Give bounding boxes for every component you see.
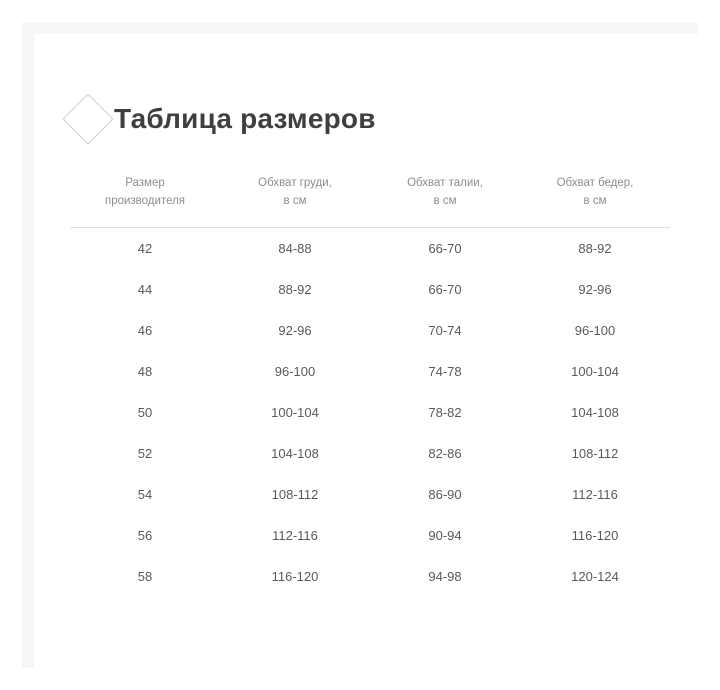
cell-size: 58 — [137, 568, 153, 584]
cell-size: 50 — [137, 404, 153, 420]
cell-size: 48 — [137, 363, 153, 379]
table-row — [70, 433, 670, 474]
header-line: в см — [283, 194, 307, 207]
header-line: производителя — [104, 194, 186, 207]
cell-waist: 78-82 — [428, 404, 462, 420]
cell-size: 42 — [137, 240, 153, 256]
header-line: в см — [433, 194, 457, 207]
cell-hips: 120-124 — [571, 568, 619, 584]
cell-chest: 88-92 — [278, 281, 312, 297]
cell-waist: 86-90 — [428, 486, 462, 502]
cell-size: 44 — [137, 281, 153, 297]
cell-chest: 108-112 — [271, 486, 319, 502]
cell-hips: 100-104 — [571, 363, 619, 379]
cell-hips: 112-116 — [572, 486, 618, 502]
cell-size: 52 — [137, 445, 153, 461]
header-line: Размер — [125, 177, 165, 189]
page-title: Таблица размеров — [114, 103, 376, 134]
cell-hips: 104-108 — [571, 404, 619, 420]
cell-waist: 90-94 — [428, 527, 462, 543]
title-row — [70, 89, 376, 149]
table-body — [70, 227, 670, 597]
cell-chest: 96-100 — [274, 363, 316, 379]
cell-waist: 82-86 — [428, 445, 462, 461]
cell-chest: 112-116 — [272, 527, 318, 543]
table-row — [70, 269, 670, 310]
cell-hips: 96-100 — [574, 322, 616, 338]
header-line: Обхват бедер, — [556, 177, 634, 189]
column-header-waist — [370, 169, 520, 227]
table-row — [70, 351, 670, 392]
table-row — [70, 392, 670, 433]
content-card — [34, 34, 706, 690]
cell-hips: 92-96 — [578, 281, 612, 297]
header-line: Обхват груди, — [258, 177, 332, 189]
cell-waist: 94-98 — [428, 568, 462, 584]
table-row — [70, 556, 670, 597]
column-header-chest — [220, 169, 370, 227]
diamond-icon — [63, 94, 114, 145]
cell-size: 46 — [137, 322, 153, 338]
header-line: Обхват талии, — [407, 177, 483, 189]
cell-chest: 100-104 — [271, 404, 319, 420]
cell-waist: 66-70 — [428, 281, 462, 297]
cell-hips: 116-120 — [571, 527, 619, 543]
table-row — [70, 515, 670, 556]
cell-waist: 70-74 — [428, 322, 462, 338]
cell-hips: 88-92 — [578, 240, 612, 256]
cell-chest: 92-96 — [278, 322, 312, 338]
column-header-manufacturer-size — [70, 169, 220, 227]
cell-chest: 116-120 — [271, 568, 319, 584]
table-row — [70, 227, 670, 269]
cell-size: 56 — [137, 527, 153, 543]
cell-chest: 84-88 — [278, 240, 312, 256]
size-table — [70, 169, 670, 597]
table-row — [70, 310, 670, 351]
table-head — [70, 169, 670, 227]
table-row — [70, 474, 670, 515]
cell-waist: 74-78 — [428, 363, 462, 379]
cell-waist: 66-70 — [428, 240, 462, 256]
header-line: в см — [583, 194, 607, 207]
column-header-hips — [520, 169, 670, 227]
cell-size: 54 — [137, 486, 153, 502]
table-header-row — [70, 169, 670, 227]
cell-chest: 104-108 — [271, 445, 319, 461]
cell-hips: 108-112 — [571, 445, 619, 461]
